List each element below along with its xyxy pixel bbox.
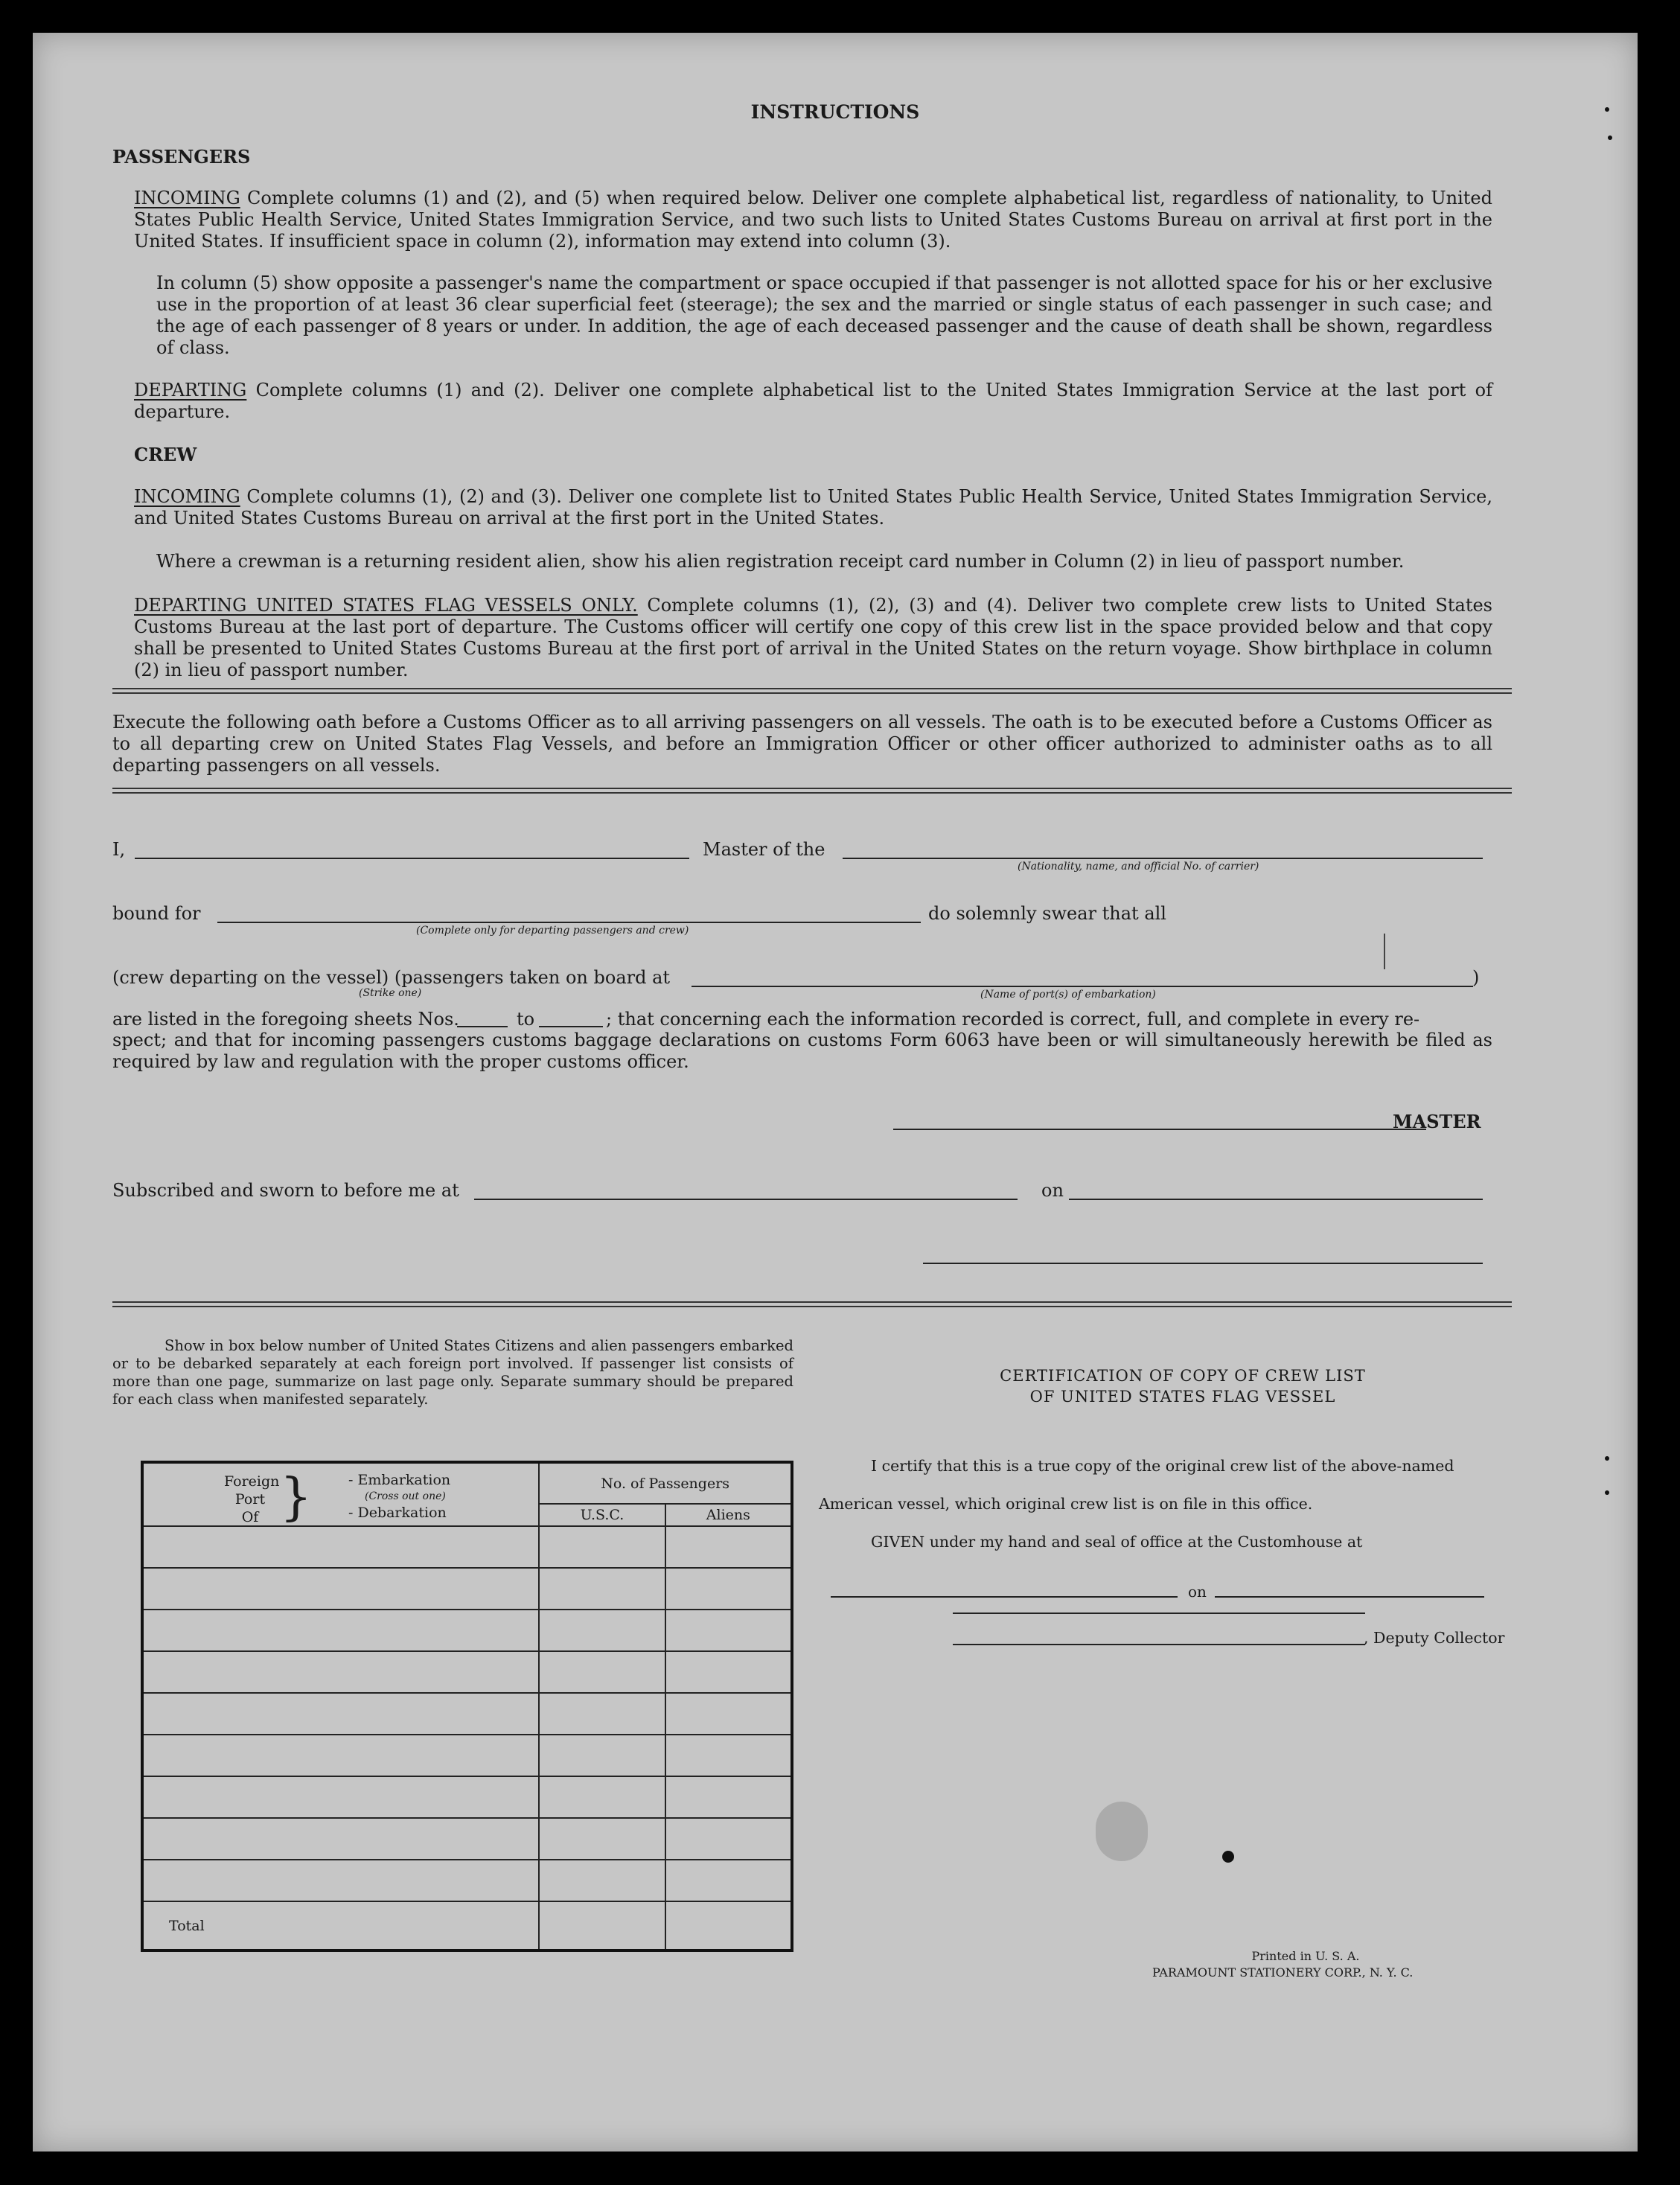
deputy-label: , Deputy Collector: [1364, 1629, 1505, 1647]
brace-icon: }: [280, 1468, 313, 1527]
deputy-collector-signature-field[interactable]: [953, 1613, 1365, 1614]
crew-passengers-label: (crew departing on the vessel) (passengers taken on board at: [112, 967, 671, 988]
divider: [112, 1301, 1512, 1307]
certification-title-2: OF UNITED STATES FLAG VESSEL: [1029, 1388, 1336, 1406]
aliens-cell[interactable]: [665, 1818, 792, 1860]
usc-header: U.S.C.: [539, 1504, 665, 1526]
passengers-departing-label: DEPARTING: [134, 380, 247, 401]
usc-cell[interactable]: [539, 1735, 665, 1776]
aliens-cell[interactable]: [665, 1651, 792, 1693]
usc-cell[interactable]: [539, 1526, 665, 1568]
usc-total-cell[interactable]: [539, 1901, 665, 1950]
crew-incoming-label: INCOMING: [134, 486, 240, 507]
bound-for-caption: (Complete only for departing passengers and crew): [416, 925, 689, 937]
aliens-cell[interactable]: [665, 1776, 792, 1818]
crew-resident-paragraph: Where a crewman is a returning resident alien, show his alien registration receipt card number in Column (2) in lieu of passport number.: [156, 551, 1405, 572]
port-cell[interactable]: [142, 1568, 539, 1610]
crew-departing-paragraph: [134, 595, 1492, 681]
certification-on-label: on: [1188, 1583, 1207, 1601]
bound-for-field[interactable]: [217, 922, 921, 923]
passengers-incoming-label: INCOMING: [134, 188, 240, 208]
passengers-departing-text: Complete columns (1) and (2). Deliver one complete alphabetical list to the United States Immigration Service at the last port of departure.: [134, 380, 1492, 422]
debarkation-label: - Debarkation: [348, 1505, 447, 1521]
crew-departing-text: Complete columns (1), (2), (3) and (4). Deliver two complete crew lists to United States Customs Bureau at the last port of departure. The Customs officer will certify one copy of this crew list in the space provided below and that copy shall be presented to United States Customs Bureau at the first port of arrival in the United States on the return voyage. Show birthplace in column (2) in lieu of passport number.: [134, 595, 1492, 680]
usc-cell[interactable]: [539, 1693, 665, 1735]
passengers-departing-paragraph: [134, 380, 1492, 423]
certify-text-2: American vessel, which original crew list is on file in this office.: [819, 1495, 1313, 1513]
usc-cell[interactable]: [539, 1776, 665, 1818]
sworn-place-field[interactable]: [474, 1199, 1018, 1200]
officer-signature-field[interactable]: [923, 1263, 1483, 1264]
port-of-embarkation-field[interactable]: [692, 986, 1473, 987]
speck: [1605, 1490, 1609, 1495]
sworn-date-field[interactable]: [1069, 1199, 1483, 1200]
port-label: Port: [234, 1491, 266, 1508]
port-cell[interactable]: [142, 1735, 539, 1776]
port-caption: (Name of port(s) of embarkation): [980, 989, 1156, 1001]
sheet-to-field[interactable]: [539, 1026, 603, 1027]
listed-label-2: ; that concerning each the information recorded is correct, full, and complete in every re-: [606, 1009, 1420, 1030]
passengers-incoming-text: Complete columns (1) and (2), and (5) when required below. Deliver one complete alphabetical list, regardless of nationality, to United States Public Health Service, United States Immigration Service, and two such lists to United States Customs Bureau on arrival at first port in the United States. If insufficient space in column (2), information may extend into column (3).: [134, 188, 1492, 252]
total-label: Total: [169, 1917, 205, 1934]
crew-departing-label: DEPARTING UNITED STATES FLAG VESSELS ONLY.: [134, 595, 638, 616]
form-page: [33, 33, 1638, 2151]
aliens-cell[interactable]: [665, 1693, 792, 1735]
port-cell[interactable]: [142, 1610, 539, 1651]
crew-heading: CREW: [134, 444, 197, 465]
usc-cell[interactable]: [539, 1860, 665, 1901]
imprint-line-1: Printed in U. S. A.: [1251, 1949, 1360, 1963]
foreign-port-header: [142, 1462, 539, 1526]
carrier-caption: (Nationality, name, and official No. of carrier): [1018, 861, 1259, 873]
port-cell[interactable]: [142, 1860, 539, 1901]
aliens-cell[interactable]: [665, 1568, 792, 1610]
crew-incoming-paragraph: [134, 486, 1492, 529]
margin-mark: [1384, 934, 1385, 969]
deputy-signature-line[interactable]: [953, 1644, 1365, 1645]
of-label: Of: [241, 1509, 259, 1525]
column5-paragraph: In column (5) show opposite a passenger's name the compartment or space occupied if that passenger is not allotted space for his or her exclusive use in the proportion of at least 36 clear superficial feet (steerage); the sex and the married or single status of each passenger in such case; and the age of each passenger of 8 years or under. In addition, the age of each deceased passenger and the cause of death shall be shown, regardless of class.: [156, 272, 1492, 358]
aliens-header: Aliens: [665, 1504, 792, 1526]
listed-label-3: spect; and that for incoming passengers customs baggage declarations on customs Form 6063 have been or will simultaneously herewith be filed as required by law and regulation with the proper customs officer.: [112, 1030, 1492, 1072]
usc-cell[interactable]: [539, 1651, 665, 1693]
swear-label: do solemnly swear that all: [928, 903, 1166, 924]
divider: [112, 688, 1512, 694]
passenger-summary-table: [141, 1461, 793, 1952]
listed-to-label: to: [517, 1009, 535, 1030]
no-of-passengers-header: No. of Passengers: [539, 1462, 792, 1504]
summary-instructions: Show in box below number of United States Citizens and alien passengers embarked or to be debarked separately at each foreign port involved. If passenger list consists of more than one page, summarize on last page only. Separate summary should be prepared for each class when manifested separately.: [112, 1337, 793, 1408]
master-name-field[interactable]: [135, 858, 689, 859]
speck: [1608, 135, 1612, 140]
sworn-on-label: on: [1041, 1180, 1064, 1201]
usc-cell[interactable]: [539, 1818, 665, 1860]
aliens-cell[interactable]: [665, 1610, 792, 1651]
strike-caption: (Strike one): [359, 987, 422, 999]
foreign-label: Foreign: [224, 1473, 280, 1490]
port-cell[interactable]: [142, 1526, 539, 1568]
aliens-total-cell[interactable]: [665, 1901, 792, 1950]
certification-title-1: CERTIFICATION OF COPY OF CREW LIST: [1000, 1367, 1366, 1385]
aliens-cell[interactable]: [665, 1735, 792, 1776]
subscribed-label: Subscribed and sworn to before me at: [112, 1180, 459, 1201]
oath-i-label: I,: [112, 839, 126, 860]
port-cell[interactable]: [142, 1693, 539, 1735]
certify-text-1: I certify that this is a true copy of the original crew list of the above-named: [871, 1457, 1454, 1475]
port-cell[interactable]: [142, 1651, 539, 1693]
close-paren: ): [1472, 967, 1480, 988]
cross-out-caption: (Cross out one): [365, 1490, 446, 1502]
smudge: [1096, 1802, 1148, 1861]
bound-for-label: bound for: [112, 903, 201, 924]
oath-instructions: Execute the following oath before a Customs Officer as to all arriving passengers on all vessels. The oath is to be executed before a Customs Officer as to all departing crew on United States Flag Vessels, and before an Immigration Officer or other officer authorized to administer oaths as to all departing passengers on all vessels.: [112, 712, 1492, 776]
imprint-line-2: PARAMOUNT STATIONERY CORP., N. Y. C.: [1152, 1965, 1414, 1980]
master-signature-field[interactable]: [893, 1129, 1426, 1130]
port-cell[interactable]: [142, 1818, 539, 1860]
customhouse-field[interactable]: [831, 1596, 1178, 1598]
certification-date-field[interactable]: [1215, 1596, 1484, 1598]
usc-cell[interactable]: [539, 1568, 665, 1610]
carrier-field[interactable]: [843, 858, 1483, 859]
speck: [1605, 107, 1609, 112]
given-text: GIVEN under my hand and seal of office at the Customhouse at: [871, 1533, 1363, 1551]
aliens-cell[interactable]: [665, 1860, 792, 1901]
passengers-heading: PASSENGERS: [112, 146, 251, 168]
master-of-the-label: Master of the: [703, 839, 825, 860]
usc-cell[interactable]: [539, 1610, 665, 1651]
total-cell: [142, 1901, 539, 1950]
hole-mark: [1222, 1851, 1234, 1863]
sheet-from-field[interactable]: [457, 1026, 508, 1027]
embarkation-label: - Embarkation: [348, 1472, 451, 1488]
speck: [1605, 1456, 1609, 1461]
aliens-cell[interactable]: [665, 1526, 792, 1568]
divider: [112, 788, 1512, 794]
master-label: MASTER: [1393, 1111, 1481, 1132]
crew-incoming-text: Complete columns (1), (2) and (3). Deliver one complete list to United States Public Health Service, United States Immigration Service, and United States Customs Bureau on arrival at the first port in the United States.: [134, 486, 1492, 529]
passengers-incoming-paragraph: [134, 188, 1492, 252]
listed-label-1: are listed in the foregoing sheets Nos.: [112, 1009, 459, 1030]
port-cell[interactable]: [142, 1776, 539, 1818]
page-title: INSTRUCTIONS: [750, 101, 920, 123]
